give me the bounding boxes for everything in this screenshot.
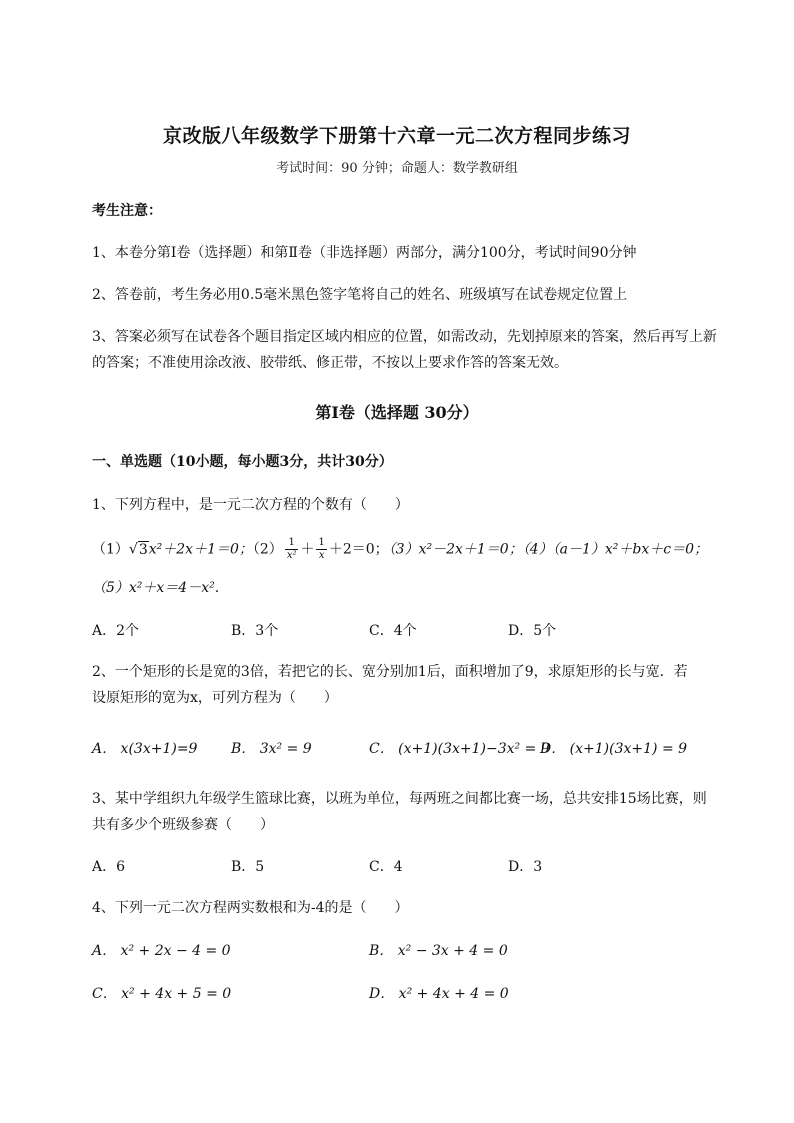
notice-item-2: 2、答卷前，考生务必用0.5毫米黑色签字笔将自己的姓名、班级填写在试卷规定位置上 <box>92 287 628 303</box>
q3-stem-line1: 3、某中学组织九年级学生篮球比赛，以班为单位，每两班之间都比赛一场，总共安排15场比赛，则 <box>92 791 707 807</box>
q3-option-a[interactable]: A．6 <box>92 859 126 875</box>
q1-p5: （5）x²＋x＝4－x². <box>92 580 220 596</box>
q1-p2-frac1 <box>285 537 299 562</box>
q1-option-c[interactable]: C．4个 <box>369 623 417 639</box>
q4-option-d[interactable]: D． x² + 4x + 4 = 0 <box>369 986 509 1002</box>
q1-option-d[interactable]: D．5个 <box>508 623 557 639</box>
q4-stem: 4、下列一元二次方程两实数根和为-4的是（ ） <box>92 900 409 916</box>
q1-p2-label: （2） <box>252 541 283 558</box>
q3-stem-line2: 共有多少个班级参赛（ ） <box>92 817 274 833</box>
q3-option-c[interactable]: C．4 <box>369 859 403 875</box>
q3-option-d[interactable]: D．3 <box>508 859 543 875</box>
notice-item-3: 3、答案必须写在试卷各个题目指定区域内相应的位置，如需改动，先划掉原来的答案，然后再写上新 <box>92 329 717 345</box>
q4-option-b[interactable]: B． x² − 3x + 4 = 0 <box>369 943 508 959</box>
q1-option-a[interactable]: A．2个 <box>92 623 140 639</box>
q2-stem-line1: 2、一个矩形的长是宽的3倍，若把它的长、宽分别加1后，面积增加了9，求原矩形的长与宽．若 <box>92 664 688 680</box>
q1-p2-rest: ＋2＝0； <box>328 541 389 558</box>
q2-option-b[interactable]: B． 3x² = 9 <box>231 741 312 757</box>
q1-p2-frac2-den: x <box>318 550 325 561</box>
q1-p2-plus: ＋ <box>300 541 315 558</box>
q1-stem: 1、下列方程中，是一元二次方程的个数有（ ） <box>92 497 409 513</box>
q4-option-a[interactable]: A． x² + 2x − 4 = 0 <box>92 943 231 959</box>
q2-option-a[interactable]: A． x(3x+1)=9 <box>92 741 198 757</box>
sqrt-symbol: √3 <box>128 541 148 558</box>
q2-option-d[interactable]: D． (x+1)(3x+1) = 9 <box>540 741 688 757</box>
q3-option-b[interactable]: B．5 <box>231 859 265 875</box>
notice-heading: 考生注意： <box>92 203 162 219</box>
q1-p1-rest: x²＋2x＋1＝0； <box>148 541 253 558</box>
notice-item-1: 1、本卷分第I卷（选择题）和第Ⅱ卷（非选择题）两部分，满分100分，考试时间90分钟 <box>92 245 637 261</box>
q1-p2-frac1-num: 1 <box>285 537 299 550</box>
q4-option-c[interactable]: C． x² + 4x + 5 = 0 <box>92 986 232 1002</box>
page-subtitle: 考试时间：90 分钟；命题人：数学教研组 <box>276 161 518 176</box>
q1-p1-label: （1） <box>92 541 129 558</box>
q1-p2-frac2 <box>316 537 326 562</box>
q1-p3: （3）x²－2x＋1＝0； <box>388 541 523 558</box>
section-heading: 一、单选题（10小题，每小题3分，共计30分） <box>92 454 393 470</box>
q1-equations-line1 <box>92 537 708 562</box>
notice-item-3-cont: 的答案；不准使用涂改液、胶带纸、修正带，不按以上要求作答的答案无效。 <box>92 355 568 371</box>
q1-p2-frac2-num: 1 <box>318 537 325 548</box>
q1-option-b[interactable]: B．3个 <box>231 623 279 639</box>
volume-title: 第I卷（选择题 30分） <box>315 403 479 422</box>
q2-stem-line2: 设原矩形的宽为x，可列方程为（ ） <box>92 690 338 706</box>
q2-option-c[interactable]: C． (x+1)(3x+1)−3x² = 9 <box>369 741 550 757</box>
q1-p4: （4）（a－1）x²＋bx＋c＝0； <box>522 541 708 558</box>
q1-p2-frac1-den: x² <box>286 550 297 561</box>
page-title: 京改版八年级数学下册第十六章一元二次方程同步练习 <box>162 125 631 147</box>
q1-p1-radicand: 3 <box>138 541 148 558</box>
